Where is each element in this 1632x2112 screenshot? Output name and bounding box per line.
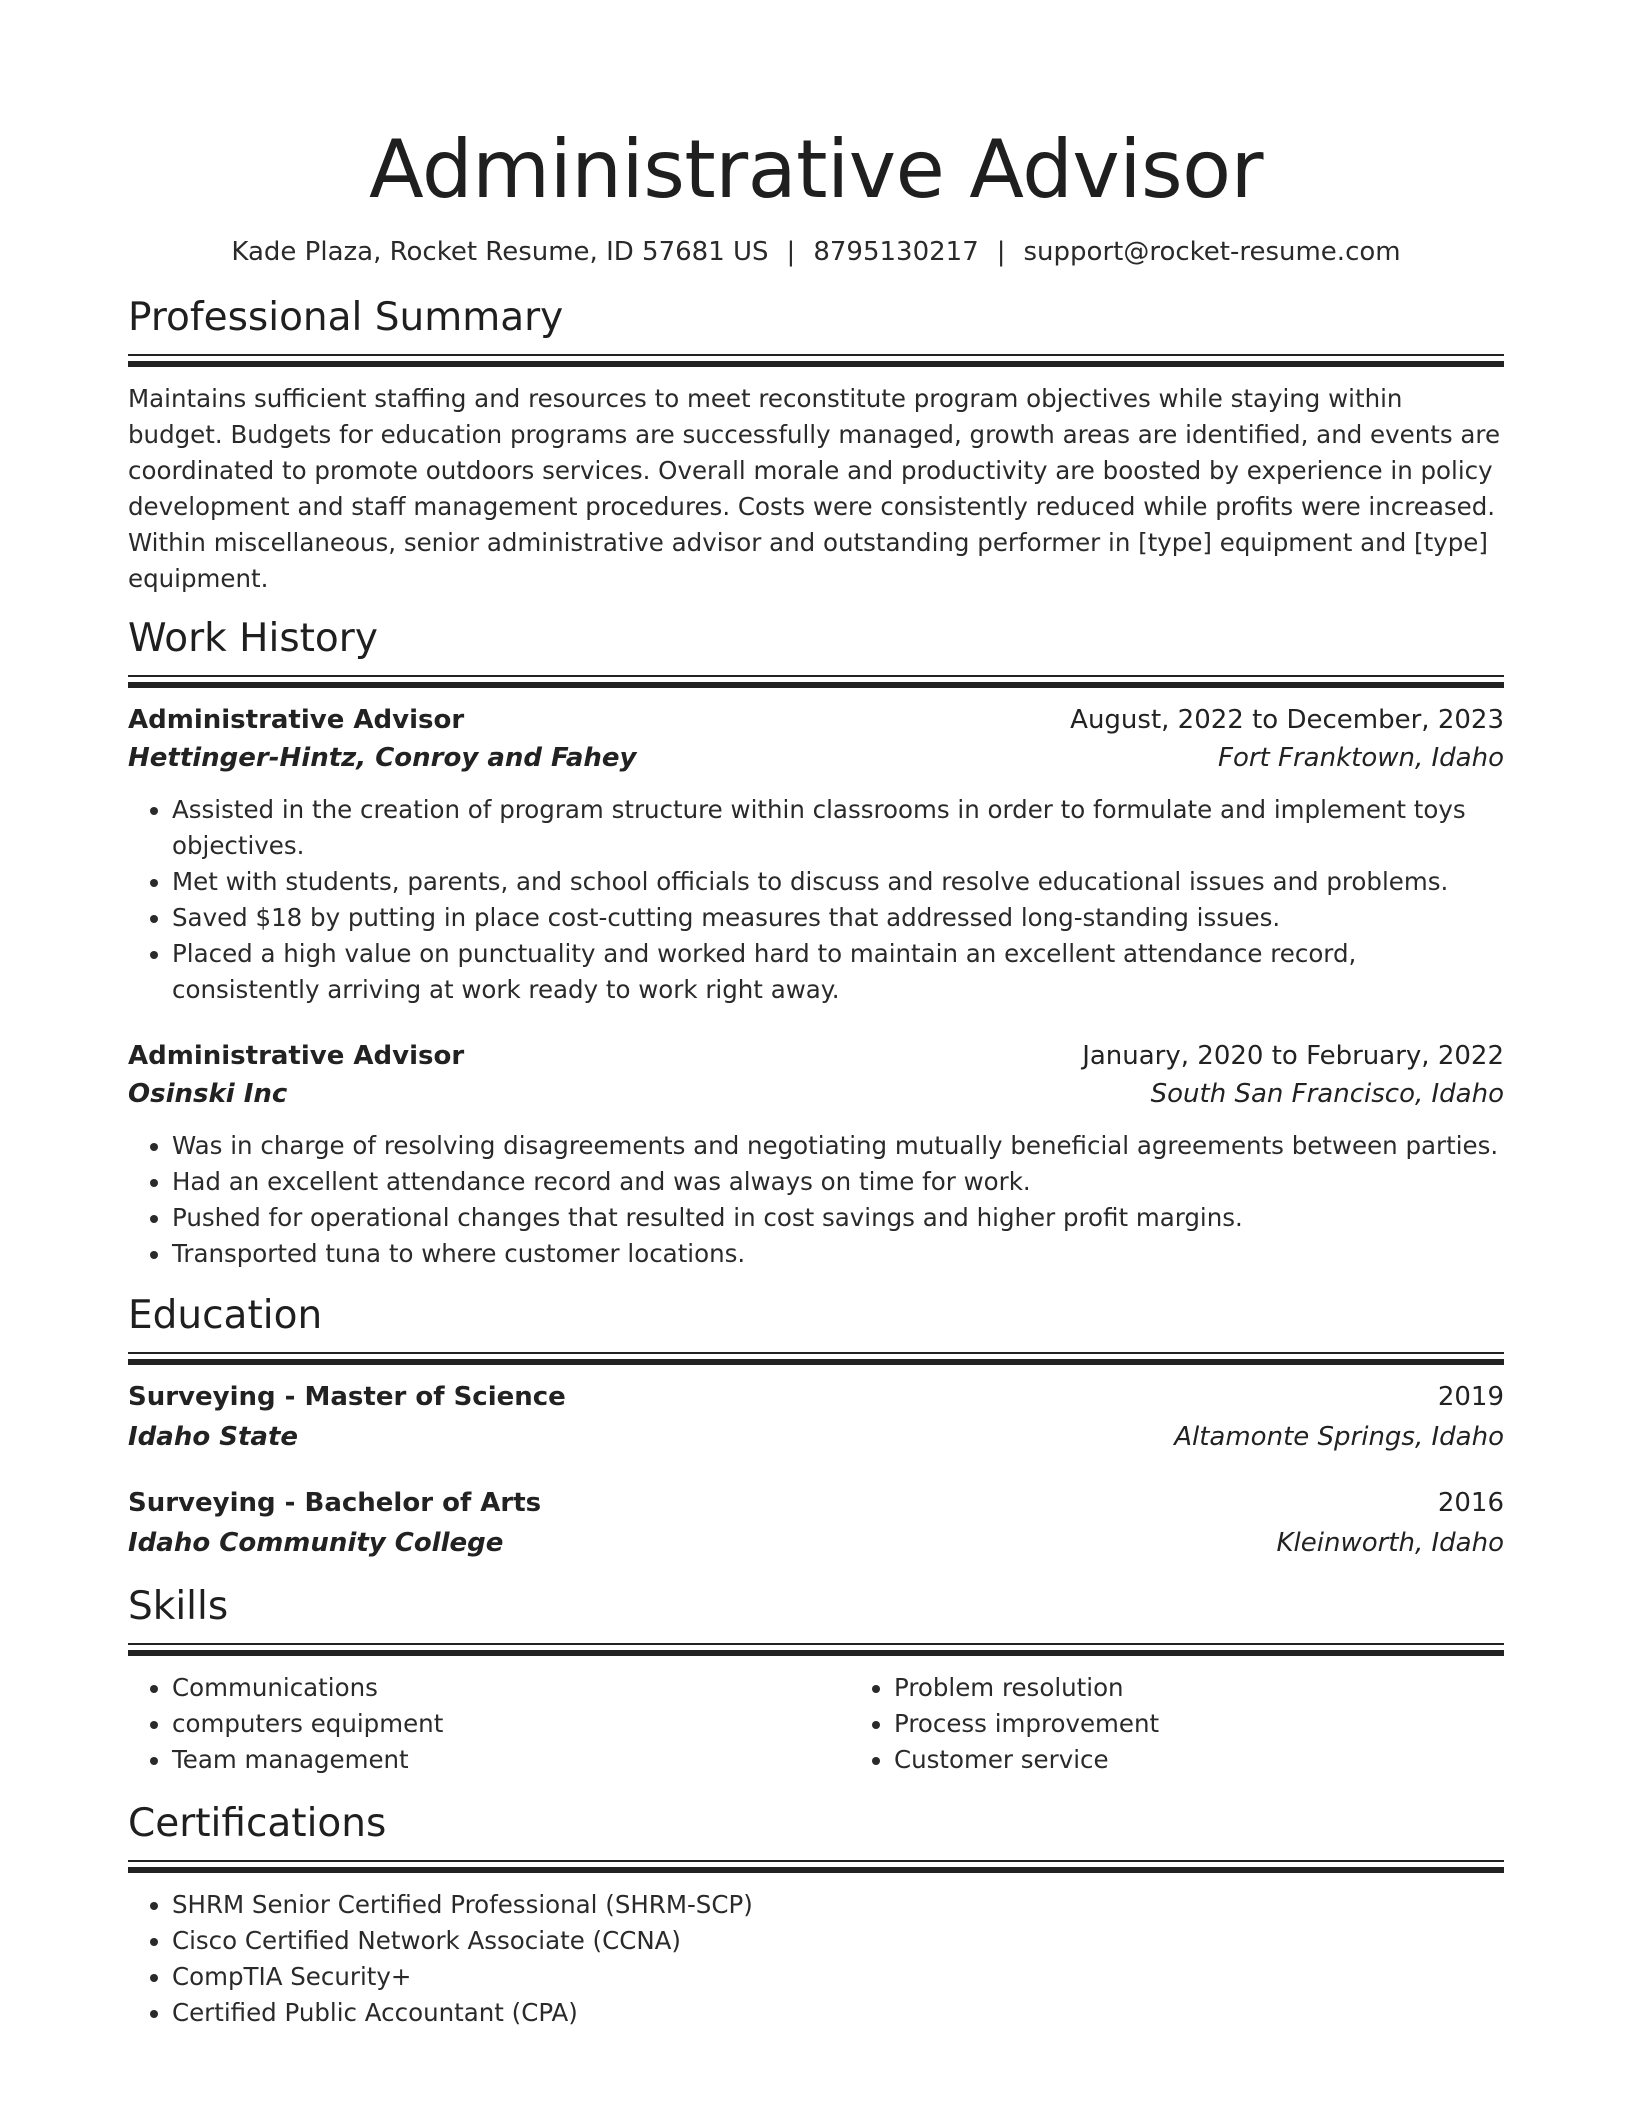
education-school: Idaho Community College — [128, 1528, 504, 1558]
certifications-section — [128, 1800, 1504, 2031]
education-section — [128, 1292, 1504, 1561]
job-subhead — [128, 1076, 1504, 1112]
section-rule — [128, 1352, 1504, 1354]
job-subhead — [128, 740, 1504, 776]
job-company: Hettinger-Hintz, Conroy and Fahey — [128, 743, 637, 773]
job-bullets — [128, 792, 1504, 1008]
list-item: • Cisco Certified Network Associate (CCNA) — [172, 1923, 1504, 1959]
list-item: • Communications — [172, 1670, 850, 1706]
skills-list-right — [850, 1670, 1572, 1778]
contact-line — [128, 236, 1504, 268]
job-location: South San Francisco, Idaho — [1150, 1079, 1504, 1109]
list-item: • computers equipment — [172, 1706, 850, 1742]
resume-page — [128, 0, 1504, 2031]
section-rule — [128, 675, 1504, 677]
education-heading: Education — [128, 1293, 323, 1338]
list-item: • SHRM Senior Certified Professional (SHRM-SCP) — [172, 1887, 1504, 1923]
education-location: Altamonte Springs, Idaho — [1174, 1422, 1504, 1452]
education-school: Idaho State — [128, 1422, 299, 1452]
job-entry — [128, 702, 1504, 1008]
education-head — [128, 1379, 1504, 1415]
job-bullets — [128, 1128, 1504, 1272]
section-rule — [128, 354, 1504, 356]
list-item: • Customer service — [894, 1742, 1572, 1778]
education-subhead — [128, 1419, 1504, 1455]
list-item: • Team management — [172, 1742, 850, 1778]
section-rule-thick — [128, 1359, 1504, 1365]
list-item: • CompTIA Security+ — [172, 1959, 1504, 1995]
education-year: 2016 — [1437, 1488, 1504, 1518]
certifications-list — [128, 1887, 1504, 2031]
summary-heading: Professional Summary — [128, 295, 564, 340]
work-section — [128, 615, 1504, 1272]
list-item: • Assisted in the creation of program structure within classrooms in order to formulate and implement toys objectives. — [172, 792, 1504, 864]
list-item: • Had an excellent attendance record and was always on time for work. — [172, 1164, 1504, 1200]
list-item: • Pushed for operational changes that resulted in cost savings and higher profit margins. — [172, 1200, 1504, 1236]
skills-list-left — [128, 1670, 850, 1778]
list-item: • Saved $18 by putting in place cost-cutting measures that addressed long-standing issues. — [172, 900, 1504, 936]
list-item: • Certified Public Accountant (CPA) — [172, 1995, 1504, 2031]
contact-separator: | — [996, 237, 1006, 267]
education-degree: Surveying - Master of Science — [128, 1382, 566, 1412]
list-item: • Problem resolution — [894, 1670, 1572, 1706]
job-dates: August, 2022 to December, 2023 — [1070, 705, 1504, 735]
job-head — [128, 1038, 1504, 1074]
job-head — [128, 702, 1504, 738]
job-title: Administrative Advisor — [128, 705, 465, 735]
resume-name: Administrative Advisor — [369, 123, 1263, 216]
section-rule-thick — [128, 682, 1504, 688]
education-subhead — [128, 1525, 1504, 1561]
job-company: Osinski Inc — [128, 1079, 288, 1109]
job-entry — [128, 1038, 1504, 1272]
list-item: • Met with students, parents, and school officials to discuss and resolve educational issues and problems. — [172, 864, 1504, 900]
contact-email: support@rocket-resume.com — [1023, 237, 1401, 267]
list-item: • Process improvement — [894, 1706, 1572, 1742]
contact-address: Kade Plaza, Rocket Resume, ID 57681 US — [231, 237, 769, 267]
skills-heading: Skills — [128, 1584, 229, 1629]
education-degree: Surveying - Bachelor of Arts — [128, 1488, 542, 1518]
section-rule-thick — [128, 1650, 1504, 1656]
section-rule-thick — [128, 1867, 1504, 1873]
summary-section — [128, 294, 1504, 597]
list-item: • Transported tuna to where customer locations. — [172, 1236, 1504, 1272]
contact-separator: | — [786, 237, 796, 267]
job-dates: January, 2020 to February, 2022 — [1082, 1041, 1504, 1071]
job-title: Administrative Advisor — [128, 1041, 465, 1071]
education-head — [128, 1485, 1504, 1521]
contact-phone: 8795130217 — [813, 237, 979, 267]
list-item: • Was in charge of resolving disagreements and negotiating mutually beneficial agreements between parties. — [172, 1128, 1504, 1164]
summary-text: Maintains sufficient staffing and resources to meet reconstitute program objectives while staying within budget. Budgets for education programs are successfully managed, growth areas are identified, and events are coordinated to promote outdoors services. Overall morale and productivity are boosted by experience in policy development and staff management procedures. Costs were consistently reduced while profits were increased. Within miscellaneous, senior administrative advisor and outstanding performer in [type] equipment and [type] equipment. — [128, 384, 1501, 593]
education-location: Kleinworth, Idaho — [1276, 1528, 1504, 1558]
section-rule-thick — [128, 361, 1504, 367]
work-heading: Work History — [128, 616, 378, 661]
education-entry — [128, 1379, 1504, 1455]
section-rule — [128, 1860, 1504, 1862]
job-location: Fort Franktown, Idaho — [1218, 743, 1504, 773]
certifications-heading: Certifications — [128, 1801, 387, 1846]
education-entry — [128, 1485, 1504, 1561]
education-year: 2019 — [1437, 1382, 1504, 1412]
list-item: • Placed a high value on punctuality and worked hard to maintain an excellent attendance record, consistently arriving at work ready to work right away. — [172, 936, 1504, 1008]
skills-columns — [128, 1670, 1504, 1778]
section-rule — [128, 1643, 1504, 1645]
skills-section — [128, 1583, 1504, 1778]
